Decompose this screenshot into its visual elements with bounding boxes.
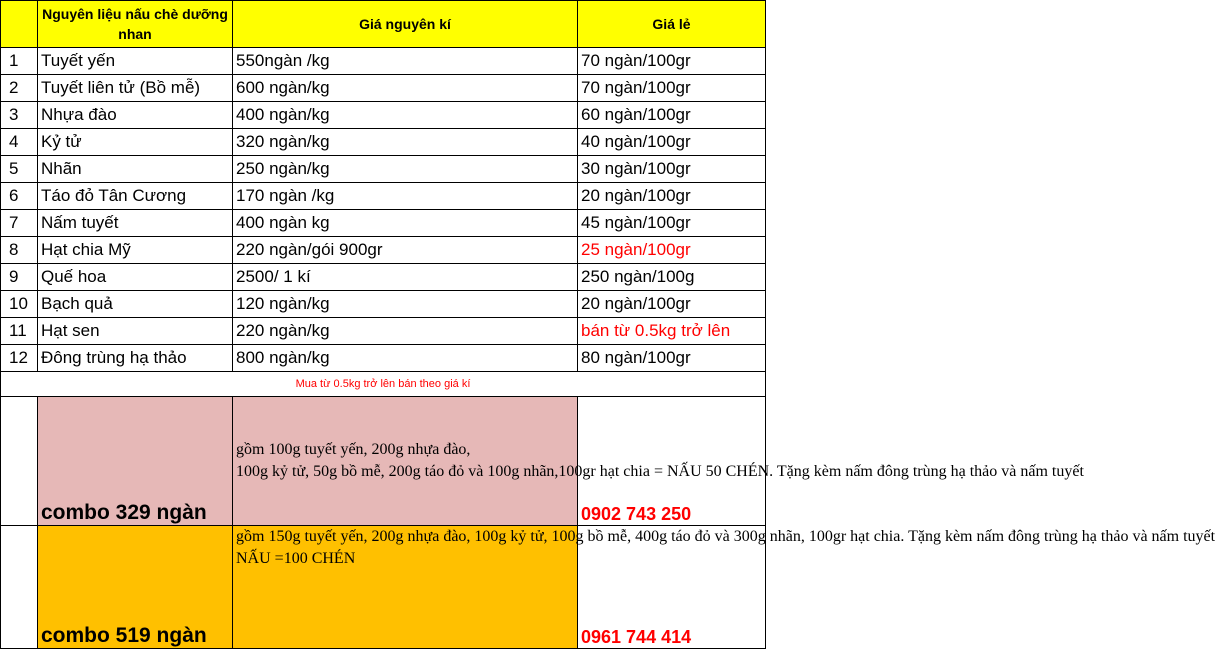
ingredient-name: Nhãn xyxy=(38,156,233,183)
combo-name: combo 329 ngàn xyxy=(38,397,233,526)
row-number: 12 xyxy=(1,345,38,372)
combo-description-line: gồm 150g tuyết yến, 200g nhựa đào, 100g kỷ tử, 100g bồ mễ, 400g táo đỏ và 300g nhãn, 100gr hạt chia. Tặng kèm nấm đông trùng hạ thảo và nấm tuyết xyxy=(236,528,1215,545)
retail-price: 25 ngàn/100gr xyxy=(578,237,766,264)
table-row xyxy=(1,183,766,210)
ingredient-name: Bạch quả xyxy=(38,291,233,318)
header-ingredient: Nguyên liệu nấu chè dưỡng nhan xyxy=(38,1,233,48)
combo-index-cell xyxy=(1,526,38,649)
retail-price: 30 ngàn/100gr xyxy=(578,156,766,183)
table-row xyxy=(1,345,766,372)
retail-price: 70 ngàn/100gr xyxy=(578,75,766,102)
row-number: 8 xyxy=(1,237,38,264)
ingredient-name: Tuyết liên tử (Bồ mễ) xyxy=(38,75,233,102)
table-row xyxy=(1,237,766,264)
ingredient-name: Nấm tuyết xyxy=(38,210,233,237)
note-row xyxy=(1,372,766,397)
wholesale-price: 250 ngàn/kg xyxy=(233,156,578,183)
wholesale-price: 2500/ 1 kí xyxy=(233,264,578,291)
table-row xyxy=(1,75,766,102)
combo-row xyxy=(1,526,766,649)
wholesale-price: 170 ngàn /kg xyxy=(233,183,578,210)
row-number: 7 xyxy=(1,210,38,237)
ingredient-name: Hạt sen xyxy=(38,318,233,345)
combo-description-line: gồm 100g tuyết yến, 200g nhựa đào, xyxy=(236,441,471,458)
combo-name: combo 519 ngàn xyxy=(38,526,233,649)
wholesale-price: 220 ngàn/kg xyxy=(233,318,578,345)
row-number: 4 xyxy=(1,129,38,156)
header-index-cell xyxy=(1,1,38,48)
header-row xyxy=(1,1,766,48)
combo-description-line: 100g kỷ tử, 50g bồ mễ, 200g táo đỏ và 100g nhãn,100gr hạt chia = NẤU 50 CHÉN. Tặng kèm nấm đông trùng hạ thảo và nấm tuyết xyxy=(236,463,1084,480)
ingredient-name: Nhựa đào xyxy=(38,102,233,129)
combo-description-line: NẤU =100 CHÉN xyxy=(236,550,356,567)
row-number: 1 xyxy=(1,48,38,75)
wholesale-price: 220 ngàn/gói 900gr xyxy=(233,237,578,264)
row-number: 11 xyxy=(1,318,38,345)
wholesale-note: Mua từ 0.5kg trở lên bán theo giá kí xyxy=(1,372,766,397)
table-row xyxy=(1,102,766,129)
wholesale-price: 400 ngàn/kg xyxy=(233,102,578,129)
combo-index-cell xyxy=(1,397,38,526)
table-row xyxy=(1,48,766,75)
retail-price: 40 ngàn/100gr xyxy=(578,129,766,156)
retail-price: 70 ngàn/100gr xyxy=(578,48,766,75)
combo-phone[interactable]: 0961 744 414 xyxy=(578,526,766,649)
ingredient-name: Kỷ tử xyxy=(38,129,233,156)
ingredient-name: Tuyết yến xyxy=(38,48,233,75)
ingredient-name: Đông trùng hạ thảo xyxy=(38,345,233,372)
combo-phone[interactable]: 0902 743 250 xyxy=(578,397,766,526)
ingredient-name: Quế hoa xyxy=(38,264,233,291)
table-row xyxy=(1,156,766,183)
row-number: 2 xyxy=(1,75,38,102)
wholesale-price: 120 ngàn/kg xyxy=(233,291,578,318)
row-number: 6 xyxy=(1,183,38,210)
wholesale-price: 800 ngàn/kg xyxy=(233,345,578,372)
retail-price: 250 ngàn/100g xyxy=(578,264,766,291)
table-row xyxy=(1,129,766,156)
wholesale-price: 550ngàn /kg xyxy=(233,48,578,75)
wholesale-price: 600 ngàn/kg xyxy=(233,75,578,102)
retail-price: 60 ngàn/100gr xyxy=(578,102,766,129)
retail-price: 45 ngàn/100gr xyxy=(578,210,766,237)
retail-price: 80 ngàn/100gr xyxy=(578,345,766,372)
table-row xyxy=(1,264,766,291)
ingredient-name: Hạt chia Mỹ xyxy=(38,237,233,264)
table-row xyxy=(1,291,766,318)
row-number: 3 xyxy=(1,102,38,129)
row-number: 9 xyxy=(1,264,38,291)
retail-price: 20 ngàn/100gr xyxy=(578,291,766,318)
header-retail-price: Giá lẻ xyxy=(578,1,766,48)
row-number: 5 xyxy=(1,156,38,183)
ingredient-name: Táo đỏ Tân Cương xyxy=(38,183,233,210)
retail-price: bán từ 0.5kg trở lên xyxy=(578,318,766,345)
combo-row xyxy=(1,397,766,526)
retail-price: 20 ngàn/100gr xyxy=(578,183,766,210)
wholesale-price: 400 ngàn kg xyxy=(233,210,578,237)
row-number: 10 xyxy=(1,291,38,318)
header-wholesale-price: Giá nguyên kí xyxy=(233,1,578,48)
wholesale-price: 320 ngàn/kg xyxy=(233,129,578,156)
table-row xyxy=(1,210,766,237)
table-row xyxy=(1,318,766,345)
